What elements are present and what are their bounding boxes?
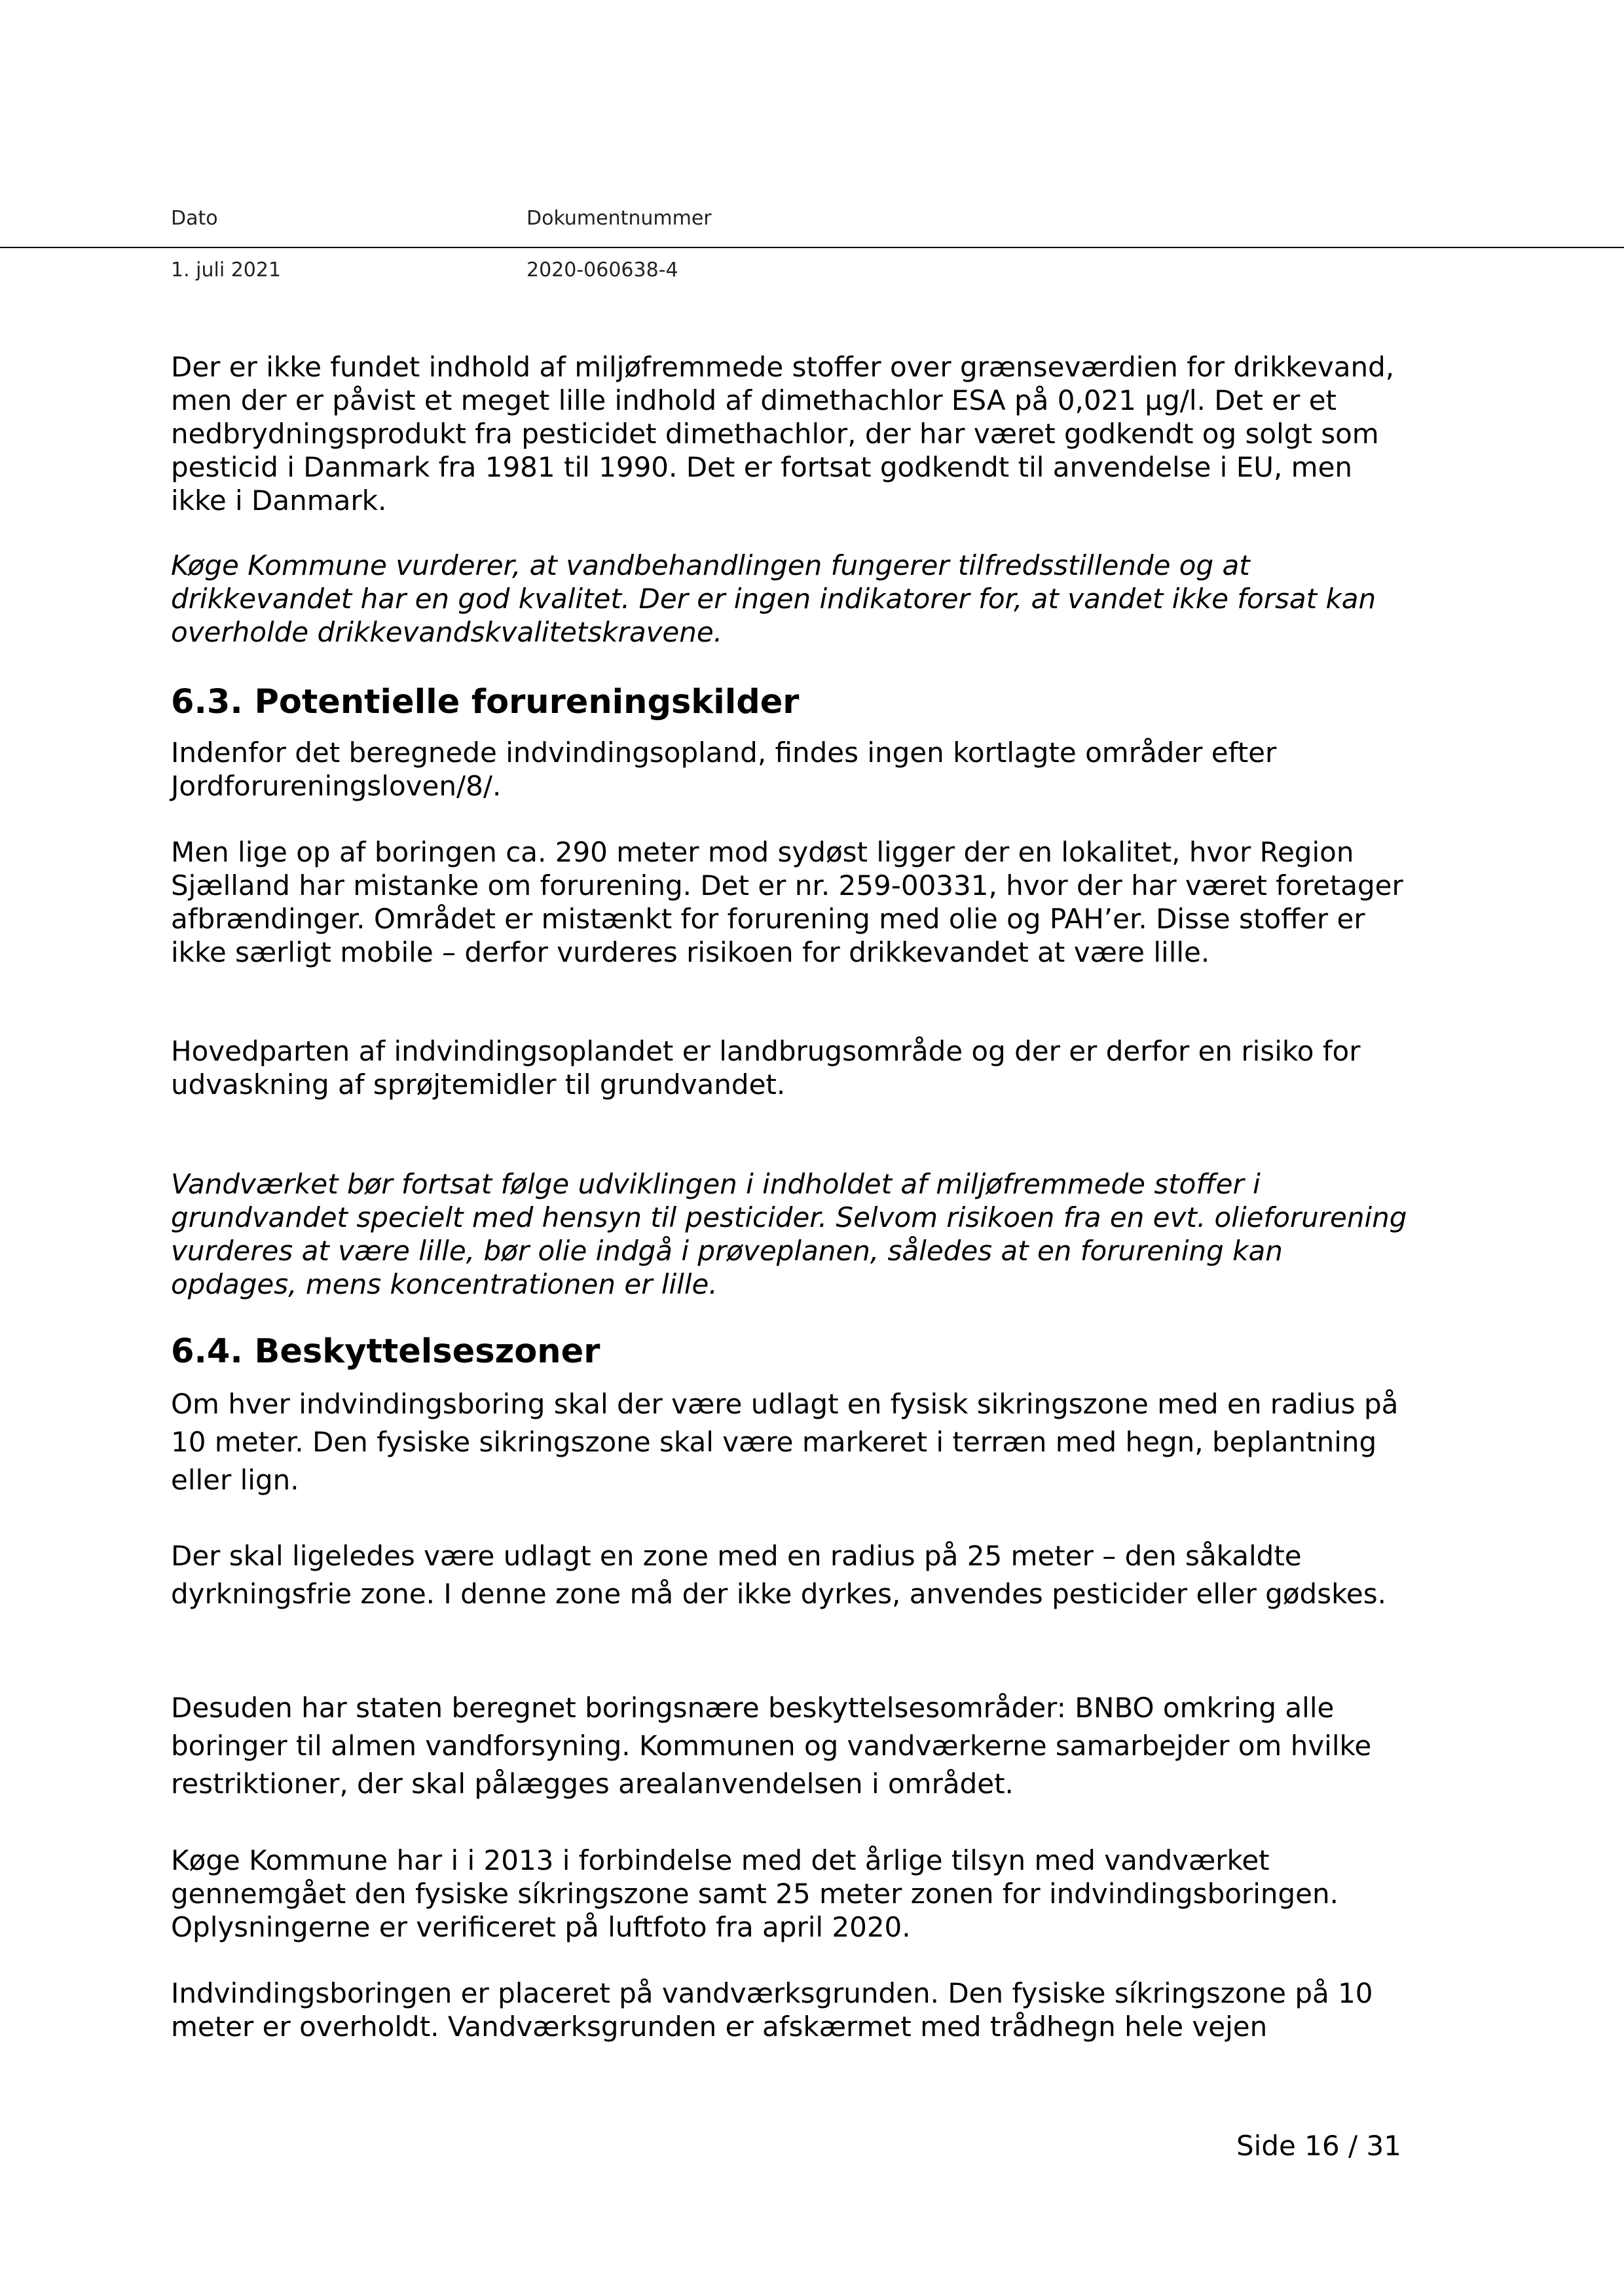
paragraph-bnbo: [171, 1689, 1415, 1803]
paragraph-mapped-areas: [171, 736, 1415, 803]
paragraph-text: Vandværket bør fortsat følge udviklingen i indholdet af miljøfremmede stoffer i grundvandet specielt med hensyn til pesticider. Selvom risikoen fra en evt. olieforurening vurderes at være lille, bør olie indgå i prøveplanen, således at en forurening kan opdages, mens koncentrationen er lille.: [171, 1168, 1407, 1300]
date-value: 1. juli 2021: [171, 259, 282, 282]
paragraph-text: Hovedparten af indvindingsoplandet er landbrugsområde og der er derfor en risiko for udvaskning af sprøjtemidler til grundvandet.: [171, 1035, 1361, 1101]
header-divider: [0, 247, 1624, 248]
paragraph-text: Desuden har staten beregnet boringsnære beskyttelsesområder: BNBO omkring alle boringer til almen vandforsyning. Kommunen og vandværkerne samarbejder om hvilke restriktioner, der skal pålægges arealanvendelsen i området.: [171, 1692, 1372, 1800]
section-heading-6-3: 6.3. Potentielle forureningskilder: [171, 683, 800, 721]
paragraph-text: Men lige op af boringen ca. 290 meter mod sydøst ligger der en lokalitet, hvor Region Sjælland har mistanke om forurening. Det er nr. 259-00331, hvor der har været foretager afbrændinger. Området er mistænkt for forurening med olie og PAH’er. Disse stoffer er ikke særligt mobile – derfor vurderes risikoen for drikkevandet at være lille.: [171, 836, 1403, 968]
section-heading-6-4: 6.4. Beskyttelseszoner: [171, 1332, 600, 1371]
paragraph-municipality-assessment: [171, 549, 1415, 649]
paragraph-text: Køge Kommune har i i 2013 i forbindelse med det årlige tilsyn med vandværket gennemgået den fysiske síkringszone samt 25 meter zonen for indvindingsboringen. Oplysningerne er verificeret på luftfoto fra april 2020.: [171, 1844, 1338, 1943]
paragraph-borehole-placement: [171, 1977, 1415, 2043]
paragraph-drinking-water-result: [171, 350, 1415, 517]
paragraph-text: Der er ikke fundet indhold af miljøfremmede stoffer over grænseværdien for drikkevand, men der er påvist et meget lille indhold af dimethachlor ESA på 0,021 µg/l. Det er et nedbrydningsprodukt fra pesticidet dimethachlor, der har været godkendt og solgt som pesticid i Danmark fra 1981 til 1990. Det er fortsat godkendt til anvendelse i EU, men ikke i Danmark.: [171, 351, 1395, 517]
paragraph-no-cultivation-zone: [171, 1537, 1415, 1613]
paragraph-physical-safety-zone: [171, 1385, 1415, 1499]
paragraph-nearby-locality: [171, 835, 1415, 969]
document-number-label: Dokumentnummer: [526, 207, 712, 230]
page-number: Side 16 / 31: [1236, 2130, 1401, 2162]
paragraph-2013-inspection: [171, 1844, 1415, 1944]
paragraph-agricultural-risk: [171, 1034, 1415, 1101]
paragraph-text: Køge Kommune vurderer, at vandbehandlingen fungerer tilfredsstillende og at drikkevandet har en god kvalitet. Der er ingen indikatorer for, at vandet ikke forsat kan overholde drikkevandskvalitetskravene.: [171, 549, 1376, 648]
date-label: Dato: [171, 207, 218, 230]
paragraph-text: Indvindingsboringen er placeret på vandværksgrunden. Den fysiske síkringszone på 10 meter er overholdt. Vandværksgrunden er afskærmet med trådhegn hele vejen: [171, 1977, 1373, 2043]
paragraph-text: Indenfor det beregnede indvindingsopland, findes ingen kortlagte områder efter Jordforureningsloven/8/.: [171, 737, 1277, 802]
paragraph-text: Om hver indvindingsboring skal der være udlagt en fysisk sikringszone med en radius på 10 meter. Den fysiske sikringszone skal være markeret i terræn med hegn, beplantning eller lign.: [171, 1388, 1399, 1496]
paragraph-waterworks-recommendation: [171, 1167, 1415, 1301]
document-number-value: 2020-060638-4: [526, 259, 678, 282]
paragraph-text: Der skal ligeledes være udlagt en zone med en radius på 25 meter – den såkaldte dyrkningsfrie zone. I denne zone må der ikke dyrkes, anvendes pesticider eller gødskes.: [171, 1540, 1386, 1610]
